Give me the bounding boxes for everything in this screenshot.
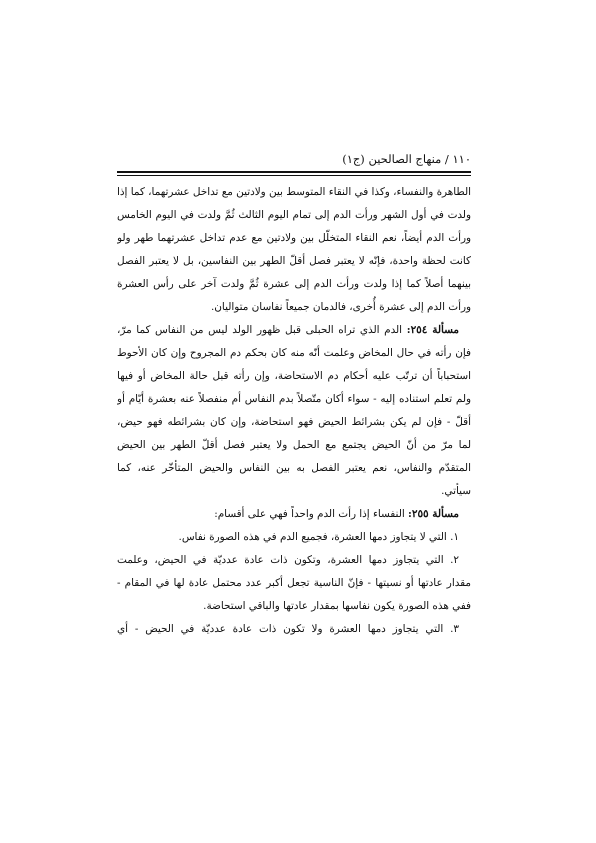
text-line — [117, 480, 471, 503]
text-line — [117, 526, 471, 549]
line-text: ورأت الدم إلى عشرة أُخرى، فالدمان جميعاً نفاسان متواليان. — [211, 301, 471, 313]
text-line — [117, 549, 471, 572]
line-text: ٢. التي يتجاوز دمها العشرة، وتكون ذات عادة عدديّة في الحيض، وعلمت — [117, 554, 459, 566]
running-header: ١١٠ / منهاج الصالحين (ج١) — [342, 152, 471, 166]
text-line — [117, 296, 471, 319]
line-text: ١. التي لا يتجاوز دمها العشرة، فجميع الدم في هذه الصورة نفاس. — [178, 531, 459, 543]
text-line — [117, 273, 471, 296]
line-text: المتقدّم والنفاس، نعم يعتبر الفصل به بين النفاس والحيض المتأخّر عنه، كما — [117, 462, 471, 474]
line-text: ورأت الدم أيضاً، نعم النقاء المتخلّل بين ولادتين مع عدم تداخل عشرتهما طهر ولو — [117, 232, 471, 244]
text-line — [117, 250, 471, 273]
header-rule-thick — [117, 171, 471, 173]
issue-heading: مسألة ٢٥٥: — [408, 508, 459, 520]
line-text: الطاهرة والنفساء، وكذا في النقاء المتوسط بين ولادتين مع تداخل عشرتهما، كما إذا — [117, 186, 471, 198]
text-line — [117, 434, 471, 457]
line-text: كانت لحظة واحدة، فإنّه لا يعتبر فصل أقلّ الطهر بين النفاسين، بل لا يعتبر الفصل — [117, 255, 471, 267]
text-line — [117, 342, 471, 365]
text-line — [117, 595, 471, 618]
line-text: النفساء إذا رأت الدم واحداً فهي على أقسام: — [214, 508, 409, 520]
line-text: أقلّ - فإن لم يكن بشرائط الحيض فهو استحاضة، وإن كان بشرائطه فهو حيض، — [117, 416, 471, 428]
text-line — [117, 365, 471, 388]
text-line — [117, 227, 471, 250]
line-text: فإن رأته في حال المخاض وعلمت أنّه منه كان بحكم دم المجروح وإن كان الأحوط — [117, 347, 471, 359]
text-line — [117, 503, 471, 526]
text-line — [117, 181, 471, 204]
body-text — [117, 181, 471, 641]
text-line — [117, 388, 471, 411]
issue-heading: مسألة ٢٥٤: — [406, 324, 460, 336]
line-text: لما مرّ من أنّ الحيض يجتمع مع الحمل ولا يعتبر فصل أقلّ الطهر بين الحيض — [117, 439, 471, 451]
line-text: الدم الذي تراه الحبلى قبل ظهور الولد ليس من النفاس كما مرّ، — [117, 324, 407, 336]
line-text: ففي هذه الصورة يكون نفاسها بمقدار عادتها والباقي استحاضة. — [203, 600, 471, 612]
header-rule-thin — [117, 175, 471, 176]
text-line — [117, 457, 471, 480]
line-text: مقدار عادتها أو نسيتها - فإنّ الناسية تجعل أكبر عدد محتمل عادة لها في المقام - — [117, 577, 471, 589]
text-line — [117, 572, 471, 595]
line-text: ولدت في أول الشهر ورأت الدم إلى تمام اليوم الثالث ثُمَّ ولدت في اليوم الخامس — [117, 209, 471, 221]
line-text: بينهما أصلاً كما إذا ولدت ورأت الدم إلى عشرة ثُمَّ ولدت آخر على رأس العشرة — [117, 278, 471, 290]
text-line — [117, 319, 471, 342]
text-line — [117, 204, 471, 227]
text-line — [117, 618, 471, 641]
line-text: استحباباً أن ترتّب عليه أحكام دم الاستحاضة، وإن رأته قبل حالة المخاض أو فيها — [117, 370, 471, 382]
line-text: سيأتي. — [441, 485, 471, 497]
line-text: ولم تعلم استناده إليه - سواء أكان متّصلاً بدم النفاس أم منفصلاً عنه بعشرة أيّام أو — [117, 393, 471, 405]
text-line — [117, 411, 471, 434]
line-text: ٣. التي يتجاوز دمها العشرة ولا تكون ذات عادة عدديّة في الحيض - أي — [117, 623, 459, 635]
